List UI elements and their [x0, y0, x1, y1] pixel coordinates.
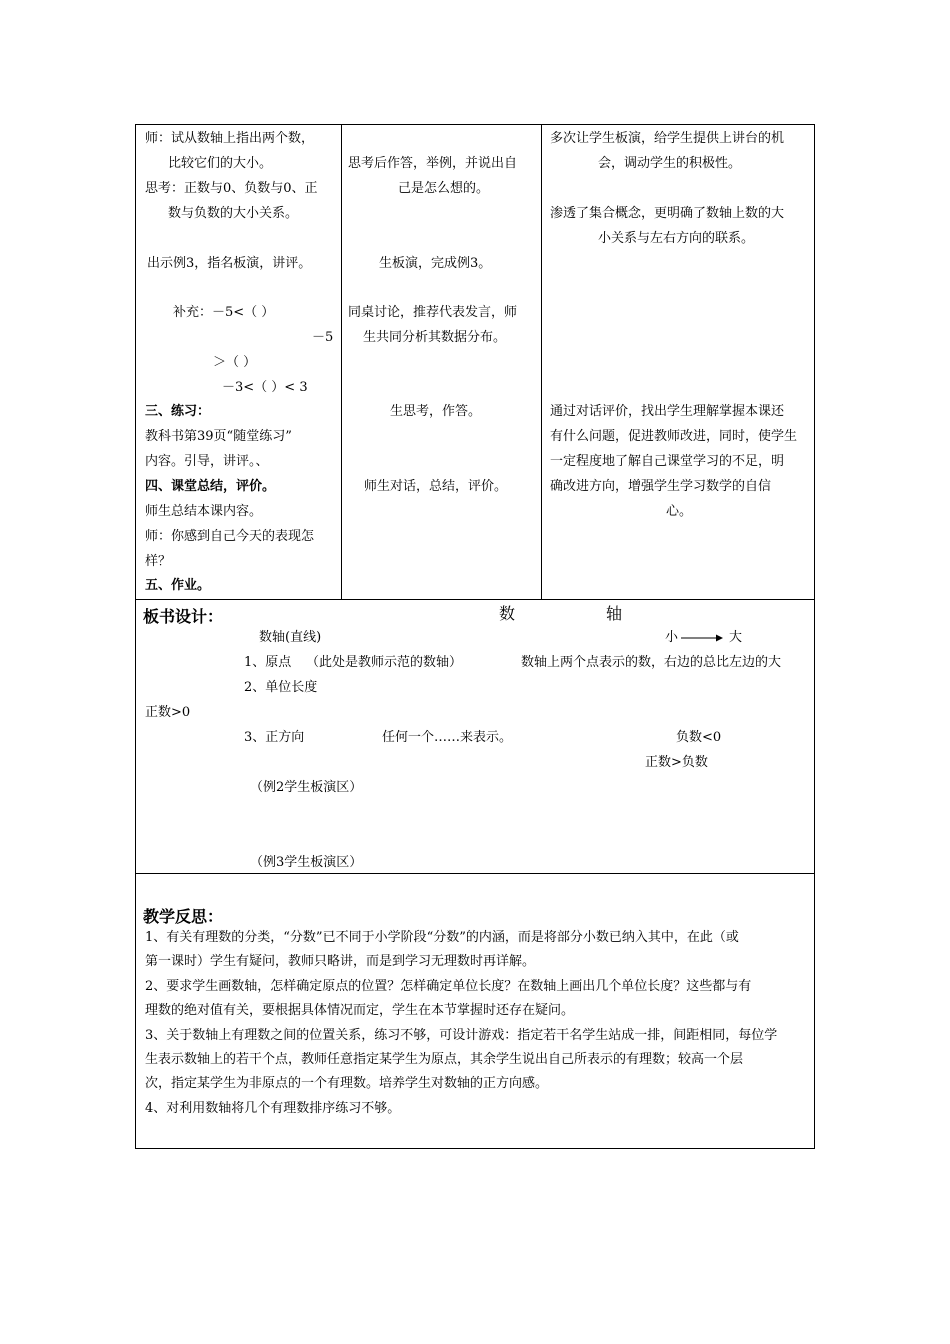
board-right-line: 正数>负数	[645, 755, 708, 770]
board-left-line: 3、正方向	[244, 730, 305, 745]
reflection-line: 第一课时）学生有疑问，教师只略讲，而是到学习无理数时再详解。	[145, 954, 536, 970]
board-title-char: 数	[499, 604, 516, 623]
intent-line: 会，调动学生的积极性。	[598, 156, 742, 171]
teacher-line: 教科书第39页“随堂练习”	[145, 429, 292, 444]
teacher-line: 比较它们的大小。	[168, 156, 273, 171]
teacher-line: 内容。引导，讲评。、	[145, 454, 269, 469]
reflection-line: 2、要求学生画数轴，怎样确定原点的位置？怎样确定单位长度？在数轴上画出几个单位长度？这些都与有	[145, 978, 752, 994]
student-line: 同桌讨论，推荐代表发言，师	[348, 305, 518, 320]
board-right-line: 负数<0	[676, 730, 722, 745]
student-line: 师生对话，总结，评价。	[364, 479, 508, 494]
board-demo-area: （例2学生板演区）	[250, 780, 363, 795]
teacher-line: －5	[312, 330, 334, 345]
arrow-big-label: 大	[729, 630, 743, 645]
teacher-line: 思考：正数与0、负数与0、正	[145, 181, 318, 196]
teacher-line: 师：你感到自己今天的表现怎	[145, 529, 315, 544]
reflection-line: 3、关于数轴上有理数之间的位置关系，练习不够，可设计游戏：指定若干名学生站成一排，间距相同，每位学	[145, 1027, 778, 1043]
reflection-line: 生表示数轴上的若干个点，教师任意指定某学生为原点，其余学生说出自己所表示的有理数；较高一个层	[145, 1052, 744, 1068]
arrow-right-icon	[680, 633, 724, 643]
student-line: 己是怎么想的。	[398, 181, 490, 196]
reflection-line: 1、有关有理数的分类，“分数”已不同于小学阶段“分数”的内涵，而是将部分小数已纳入其中，在此（或	[145, 930, 739, 945]
student-line: 生共同分析其数据分布。	[363, 330, 507, 345]
column-divider-1	[341, 124, 342, 600]
board-left-line: 1、原点	[244, 655, 292, 670]
board-heading: 板书设计：	[143, 607, 224, 626]
teacher-line: 出示例3，指名板演，讲评。	[147, 256, 312, 271]
intent-line: 确改进方向，增强学生学习数学的自信	[550, 479, 772, 494]
teacher-line: 样？	[145, 554, 172, 569]
board-demo-area: （例3学生板演区）	[250, 855, 363, 870]
board-left-line: 2、单位长度	[244, 680, 318, 695]
section-heading-summary: 四、课堂总结，评价。	[145, 479, 276, 494]
intent-line: 多次让学生板演，给学生提供上讲台的机	[550, 131, 785, 146]
arrow-small-label: 小	[665, 630, 679, 645]
intent-line: 小关系与左右方向的联系。	[598, 231, 755, 246]
board-title-char: 轴	[606, 604, 623, 623]
board-right-line: 正数>0	[145, 705, 191, 720]
student-line: 生思考，作答。	[390, 404, 482, 419]
column-divider-2	[541, 124, 542, 600]
board-right-line: 数轴上两个点表示的数，右边的总比左边的大	[521, 655, 782, 670]
board-left-note: 任何一个……来表示。	[382, 730, 513, 745]
reflection-line: 理数的绝对值有关，要根据具体情况而定，学生在本节掌握时还存在疑问。	[145, 1003, 575, 1019]
row-divider-reflection	[135, 873, 815, 874]
reflection-heading: 教学反思：	[143, 907, 224, 926]
intent-line: 渗透了集合概念，更明确了数轴上数的大	[550, 206, 785, 221]
teacher-line: ＞（ ）	[213, 355, 257, 370]
section-heading-practice: 三、练习：	[145, 404, 211, 419]
student-line: 思考后作答，举例，并说出自	[348, 156, 518, 171]
teacher-line: －3<（ ）< 3	[222, 380, 308, 395]
board-left-note: （此处是教师示范的数轴）	[306, 655, 463, 670]
reflection-line: 次，指定某学生为非原点的一个有理数。培养学生对数轴的正方向感。	[145, 1076, 549, 1092]
board-left-line: 数轴(直线)	[259, 630, 322, 645]
intent-line: 有什么问题，促进教师改进，同时，使学生	[550, 429, 798, 444]
row-divider-board	[135, 599, 815, 600]
student-line: 生板演，完成例3。	[379, 256, 492, 271]
reflection-line: 4、对利用数轴将几个有理数排序练习不够。	[145, 1100, 401, 1116]
intent-line: 一定程度地了解自己课堂学习的不足，明	[550, 454, 785, 469]
teacher-line: 师生总结本课内容。	[145, 504, 263, 519]
intent-line: 通过对话评价，找出学生理解掌握本课还	[550, 404, 785, 419]
teacher-line: 师：试从数轴上指出两个数，	[145, 131, 315, 146]
section-heading-homework: 五、作业。	[145, 578, 211, 593]
intent-line: 心。	[666, 504, 693, 519]
teacher-line: 补充：－5<（ ）	[173, 305, 275, 320]
teacher-line: 数与负数的大小关系。	[168, 206, 299, 221]
